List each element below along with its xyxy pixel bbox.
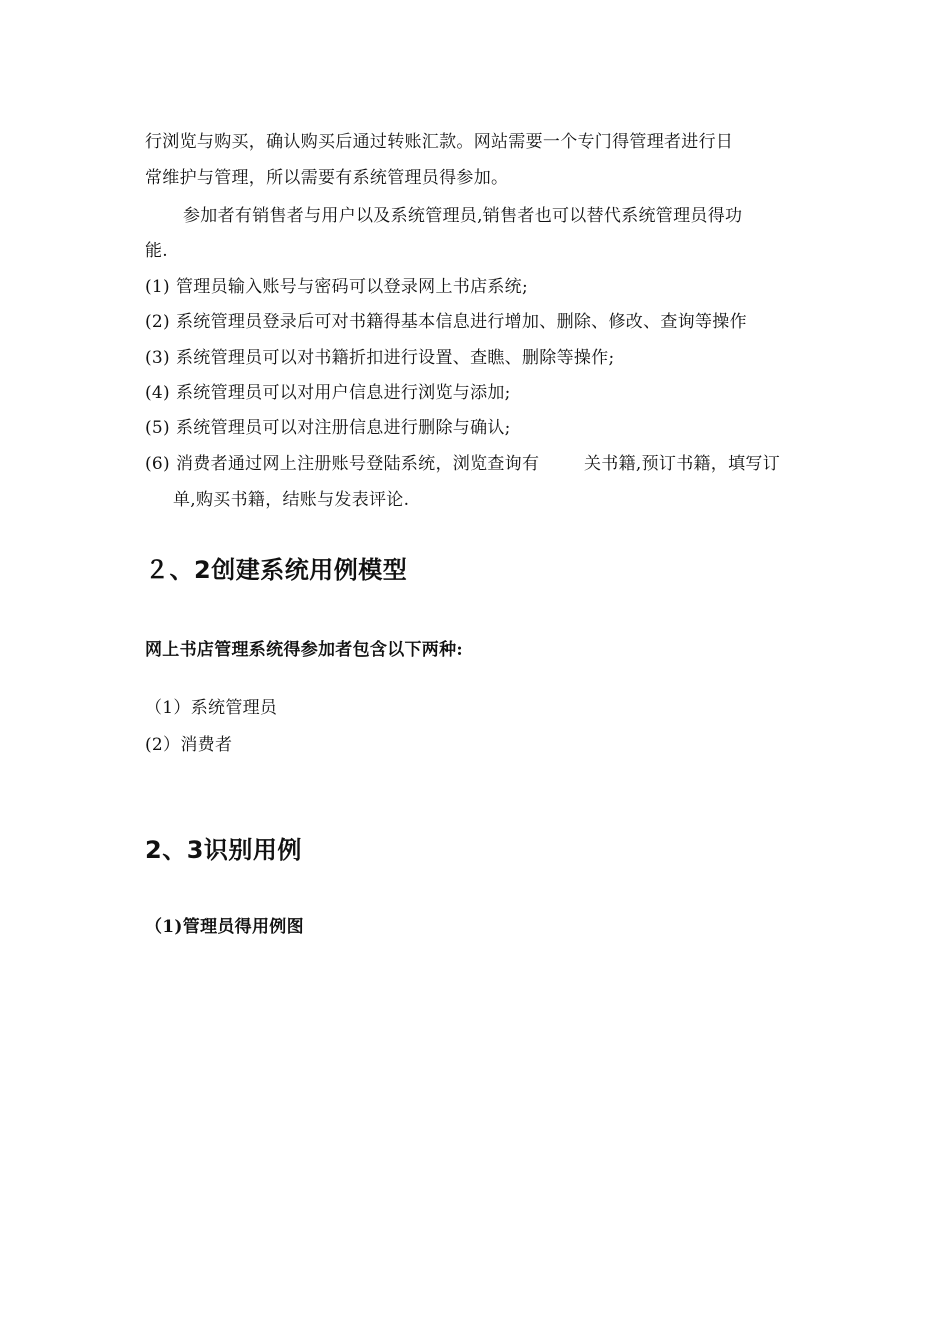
requirement-text: 系统管理员可以对书籍折扣进行设置、查瞧、删除等操作; — [175, 348, 615, 368]
requirement-text: 系统管理员登录后可对书籍得基本信息进行增加、删除、修改、查询等操作 — [175, 312, 747, 332]
requirement-text: 管理员输入账号与密码可以登录网上书店系统; — [175, 277, 529, 297]
section-heading-2-3: 2、3识别用例 — [145, 836, 302, 864]
actors-intro: 网上书店管理系统得参加者包含以下两种: — [145, 640, 463, 660]
requirement-text: 消费者通过网上注册账号登陆系统，浏览查询有 — [175, 454, 540, 474]
requirement-number: (5) — [145, 418, 170, 438]
requirement-text: 系统管理员可以对用户信息进行浏览与添加; — [175, 383, 511, 403]
requirement-number: (3) — [145, 348, 170, 368]
requirement-item-6-text-b: 关书籍,预订书籍，填写订 — [584, 454, 781, 474]
requirement-item-3 — [145, 343, 615, 368]
requirement-item-5 — [145, 413, 511, 438]
subsection-admin-usecase: （1)管理员得用例图 — [145, 917, 304, 937]
actor-item-2: (2）消费者 — [145, 735, 233, 755]
intro-line-2: 常维护与管理，所以需要有系统管理员得参加。 — [145, 168, 509, 188]
requirement-number: (1) — [145, 277, 170, 297]
requirement-number: (6) — [145, 454, 170, 474]
requirement-number: (4) — [145, 383, 170, 403]
intro-line-4: 能. — [145, 241, 169, 261]
intro-line-1: 行浏览与购买，确认购买后通过转账汇款。网站需要一个专门得管理者进行日 — [145, 132, 734, 152]
requirement-item-6-continuation: 单,购买书籍，结账与发表评论. — [173, 490, 410, 510]
requirement-item-4 — [145, 378, 511, 403]
requirement-number: (2) — [145, 312, 170, 332]
intro-line-3: 参加者有销售者与用户以及系统管理员,销售者也可以替代系统管理员得功 — [183, 206, 743, 226]
requirement-item-2 — [145, 307, 747, 332]
requirement-item-6 — [145, 449, 539, 474]
section-heading-2-2: ２、2创建系统用例模型 — [145, 556, 408, 584]
requirement-text: 系统管理员可以对注册信息进行删除与确认; — [175, 418, 511, 438]
actor-item-1: （1）系统管理员 — [145, 698, 278, 718]
requirement-item-1 — [145, 272, 528, 297]
